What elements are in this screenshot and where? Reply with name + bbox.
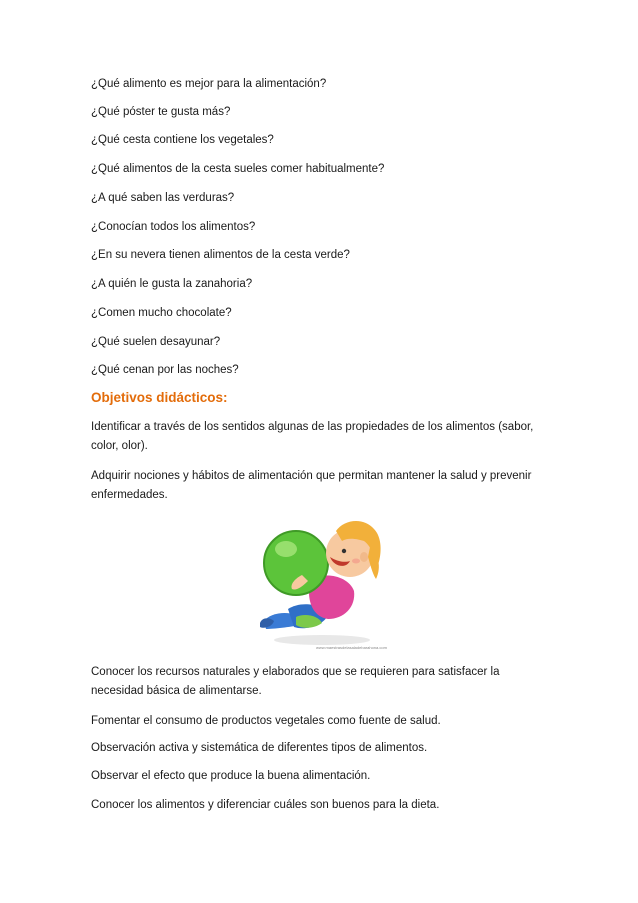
question-8: ¿A quién le gusta la zanahoria? — [91, 278, 253, 290]
objective-6: Observar el efecto que produce la buena alimentación. — [91, 770, 371, 782]
question-4: ¿Qué alimentos de la cesta sueles comer habitualmente? — [91, 163, 385, 175]
apple-highlight-shape — [275, 541, 297, 557]
question-3: ¿Qué cesta contiene los vegetales? — [91, 134, 274, 146]
objectives-heading: Objetivos didácticos: — [91, 390, 228, 405]
eye-shape — [342, 549, 346, 553]
child-apple-illustration — [252, 517, 398, 653]
question-11: ¿Qué cenan por las noches? — [91, 364, 239, 376]
question-5: ¿A qué saben las verduras? — [91, 192, 235, 204]
question-10: ¿Qué suelen desayunar? — [91, 336, 221, 348]
shadow-shape — [274, 635, 370, 645]
illustration-credit: www.maestrasdelasaladebarahona.com — [316, 645, 387, 650]
objective-2: Adquirir nociones y hábitos de alimentación que permitan mantener la salud y prevenir enfermedades. — [91, 470, 532, 501]
objective-3: Conocer los recursos naturales y elaborados que se requieren para satisfacer la necesidad básica de alimentarse. — [91, 666, 500, 697]
cheek-shape — [352, 559, 360, 564]
question-9: ¿Comen mucho chocolate? — [91, 307, 232, 319]
objective-4: Fomentar el consumo de productos vegetales como fuente de salud. — [91, 715, 441, 727]
ear-shape — [360, 552, 368, 562]
question-1: ¿Qué alimento es mejor para la alimentación? — [91, 78, 327, 90]
question-6: ¿Conocían todos los alimentos? — [91, 221, 256, 233]
question-2: ¿Qué póster te gusta más? — [91, 106, 231, 118]
objective-1: Identificar a través de los sentidos algunas de las propiedades de los alimentos (sabor, color, olor). — [91, 421, 534, 452]
question-7: ¿En su nevera tienen alimentos de la cesta verde? — [91, 249, 350, 261]
objective-5: Observación activa y sistemática de diferentes tipos de alimentos. — [91, 742, 428, 754]
objective-7: Conocer los alimentos y diferenciar cuáles son buenos para la dieta. — [91, 799, 440, 811]
